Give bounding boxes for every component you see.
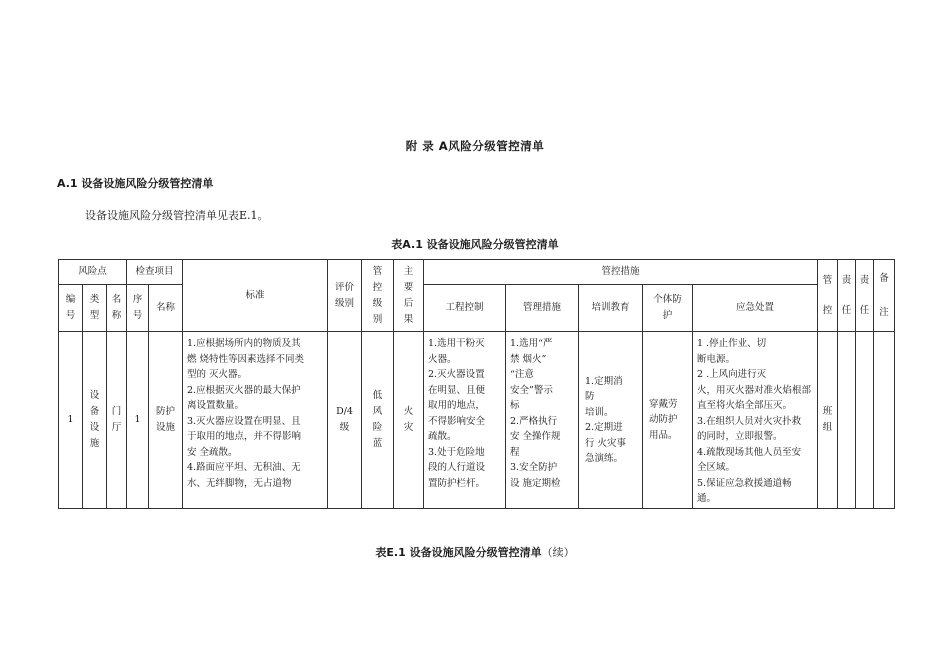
cell-type: 设 备 设 施 bbox=[83, 332, 107, 509]
cell-remarks bbox=[874, 332, 895, 509]
header-name-b: 名称 bbox=[149, 285, 183, 332]
header-responsibility-2: 责 任 bbox=[856, 260, 874, 332]
cell-training: 1.定期消 防 培训。 2.定期进 行 火灾事 急演练。 bbox=[579, 332, 643, 509]
cell-eval-level: D/4 级 bbox=[328, 332, 362, 509]
cell-engineering: 1.选用干粉灭 火器。 2.灭火器设置 在明显、且便 取用的地点， 不得影响安全 疏散。 3.处于危险地 段的人行道设 置防护栏杆。 bbox=[424, 332, 506, 509]
appendix-title: 附 录 A风险分级管控清单 bbox=[405, 139, 545, 153]
section-title: A.1 设备设施风险分级管控清单 bbox=[57, 177, 214, 190]
cell-ppe: 穿戴劳 动防护 用品。 bbox=[643, 332, 693, 509]
header-main-consequence: 主 要 后 果 bbox=[394, 260, 424, 332]
header-engineering: 工程控制 bbox=[424, 285, 506, 332]
header-control: 管 控 bbox=[818, 260, 838, 332]
cell-responsibility-1 bbox=[838, 332, 856, 509]
cell-item-name: 防护 设施 bbox=[149, 332, 183, 509]
header-standard: 标准 bbox=[183, 260, 328, 332]
cell-name: 门 厅 bbox=[107, 332, 127, 509]
cell-seq: 1 bbox=[127, 332, 149, 509]
table-row bbox=[59, 332, 895, 509]
cell-emergency: 1 .停止作业、切 断电源。 2 .上风向进行灭 火，用灭火器对准火焰根部 直至将火焰全部压灭。 3.在组织人员对火灾扑救 的同时，立即报警。 4.疏散现场其他人员至安 全区域。 5.保证应急救援通道畅 通。 bbox=[693, 332, 818, 509]
header-ppe: 个体防 护 bbox=[643, 285, 693, 332]
cell-responsibility-2 bbox=[856, 332, 874, 509]
header-emergency: 应急处置 bbox=[693, 285, 818, 332]
cell-control-level: 低 风 险 蓝 bbox=[362, 332, 394, 509]
continued-caption bbox=[0, 544, 950, 560]
header-check-item: 检查项目 bbox=[127, 260, 183, 285]
cell-no: 1 bbox=[59, 332, 83, 509]
header-type: 类 型 bbox=[83, 285, 107, 332]
table-caption: 表A.1 设备设施风险分级管控清单 bbox=[391, 238, 559, 251]
header-name-a: 名 称 bbox=[107, 285, 127, 332]
header-control-measures: 管控措施 bbox=[424, 260, 818, 285]
header-eval-level: 评价 级别 bbox=[328, 260, 362, 332]
header-remarks: 备 注 bbox=[874, 260, 895, 332]
header-control-level: 管 控 级 别 bbox=[362, 260, 394, 332]
continued-caption-title: 表E.1 设备设施风险分级管控清单 bbox=[375, 546, 542, 559]
intro-paragraph: 设备设施风险分级管控清单见表E.1。 bbox=[85, 209, 269, 222]
cell-consequence: 火 灾 bbox=[394, 332, 424, 509]
cell-control: 班 组 bbox=[818, 332, 838, 509]
continued-caption-suffix: （续） bbox=[541, 546, 575, 559]
header-seq: 序 号 bbox=[127, 285, 149, 332]
header-no: 编 号 bbox=[59, 285, 83, 332]
risk-control-table bbox=[58, 259, 895, 509]
header-responsibility-1: 责 任 bbox=[838, 260, 856, 332]
cell-standard: 1.应根据场所内的物质及其 燃 烧特性等因素选择不同类 型的 灭火器。 2.应根据灭火器的最大保护 离设置数量。 3.灭火器应设置在明显、且 于取用的地点，并不得影响 安 全疏散。 4.路面应平坦、无积油、无 水、无绊脚物，无占道物 bbox=[183, 332, 328, 509]
cell-management: 1.选用“严 禁 烟火” “注意 安全”警示 标 2.严格执行 安 全操作规 程 3.安全防护 设 施定期检 bbox=[506, 332, 579, 509]
header-management: 管理措施 bbox=[506, 285, 579, 332]
header-risk-point: 风险点 bbox=[59, 260, 127, 285]
header-training: 培训教育 bbox=[579, 285, 643, 332]
